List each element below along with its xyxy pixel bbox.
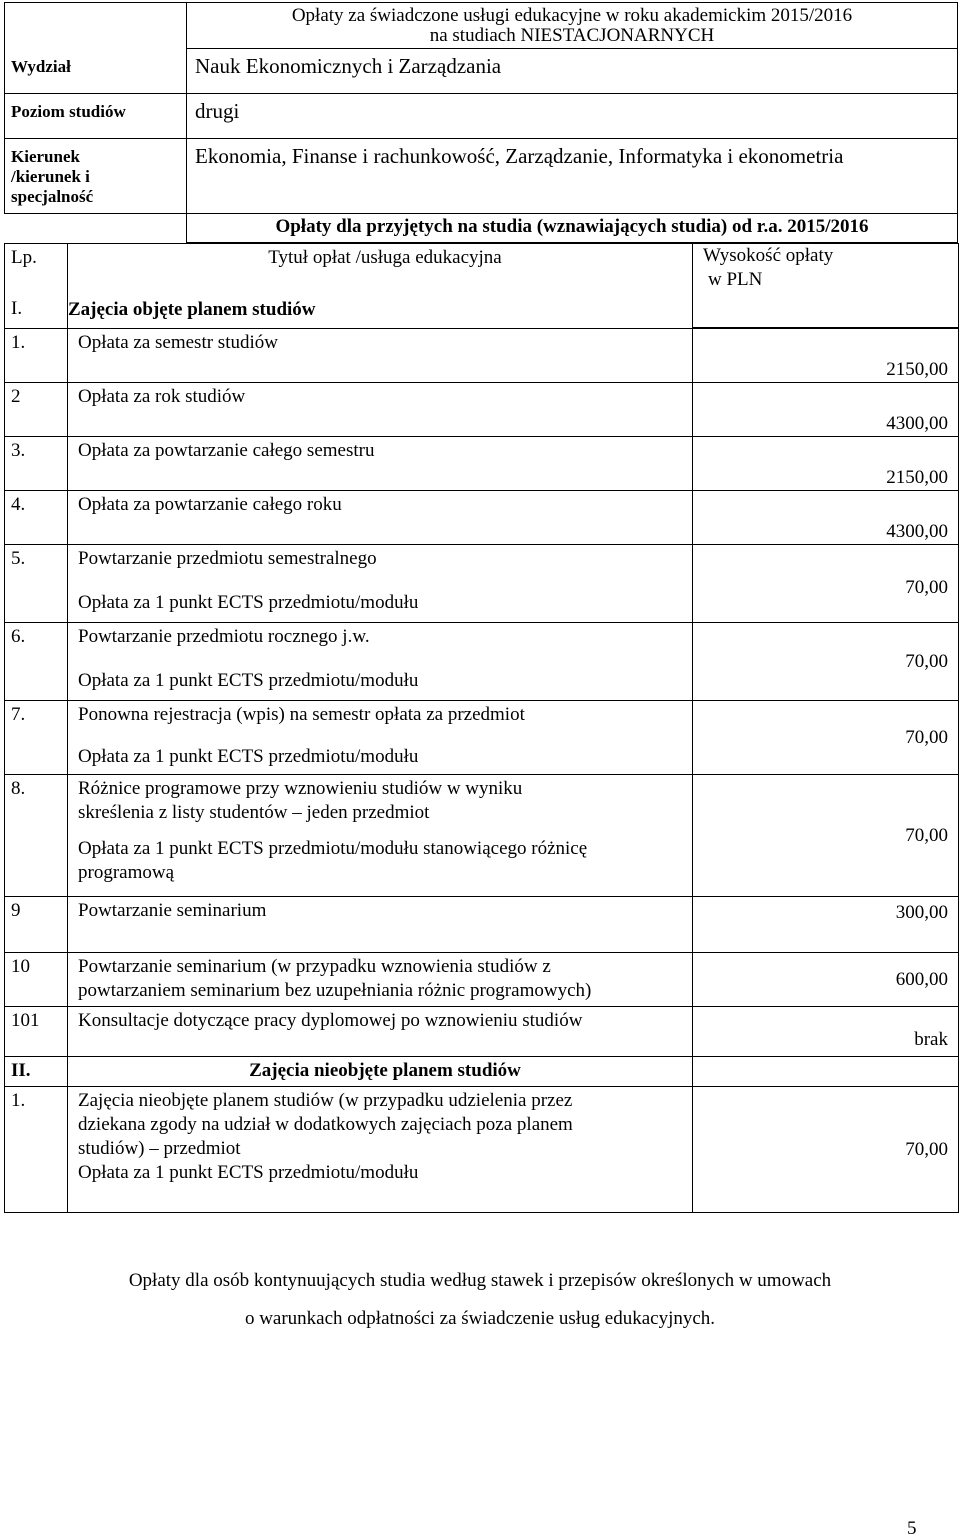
row-desc-line-2: skreślenia z listy studentów – jeden przedmiot <box>78 802 430 823</box>
row-desc: Opłata za powtarzanie całego roku <box>68 491 693 545</box>
section2-title: Zajęcia nieobjęte planem studiów <box>68 1057 693 1087</box>
column-header-row <box>5 244 959 328</box>
row-amount: 300,00 <box>693 897 959 953</box>
faculty-label: Wydział <box>5 49 187 94</box>
row-lp: 4. <box>5 491 68 545</box>
table-row <box>5 329 959 383</box>
row-lp: 1. <box>5 329 68 383</box>
fees-heading: Opłaty dla przyjętych na studia (wznawiających studia) od r.a. 2015/2016 <box>186 214 958 243</box>
row-desc-ects: Opłata za 1 punkt ECTS przedmiotu/modułu <box>78 670 419 691</box>
row-lp: 5. <box>5 545 68 623</box>
row-amount: 4300,00 <box>693 383 959 437</box>
table-row <box>5 545 959 623</box>
row-amount: 4300,00 <box>693 491 959 545</box>
footer-line-1: Opłaty dla osób kontynuujących studia według stawek i przepisów określonych w umowach <box>128 1270 832 1291</box>
footer-note <box>0 1262 960 1338</box>
row-desc-line-3: studiów) – przedmiot <box>78 1138 241 1159</box>
document-title <box>187 3 957 49</box>
row-lp: 6. <box>5 623 68 701</box>
row-lp: 2 <box>5 383 68 437</box>
level-label: Poziom studiów <box>5 94 187 139</box>
row-desc-main: Ponowna rejestracja (wpis) na semestr opłata za przedmiot <box>78 704 525 725</box>
table-row <box>5 1007 959 1057</box>
row-amount: 70,00 <box>693 1087 959 1213</box>
faculty-value: Nauk Ekonomicznych i Zarządzania <box>187 49 957 94</box>
row-desc-ects: Opłata za 1 punkt ECTS przedmiotu/modułu <box>78 746 419 767</box>
section2-number: II. <box>5 1057 68 1087</box>
row-desc-ects-line-2: programową <box>78 862 175 883</box>
fees-table <box>4 243 959 1213</box>
row-desc-line-1: Zajęcia nieobjęte planem studiów (w przypadku udzielenia przez <box>78 1090 573 1111</box>
col-amount-line-2: w PLN <box>708 269 763 290</box>
row-lp: 7. <box>5 701 68 775</box>
row-desc-line-4: Opłata za 1 punkt ECTS przedmiotu/modułu <box>78 1162 419 1183</box>
fee-document <box>4 2 958 1213</box>
field-label-line-2: /kierunek i <box>11 167 90 186</box>
row-desc <box>68 953 693 1007</box>
footer-line-2: o warunkach odpłatności za świadczenie usług edukacyjnych. <box>244 1308 716 1329</box>
section1-number-cell <box>5 297 68 329</box>
table-row <box>5 437 959 491</box>
row-desc <box>68 1087 693 1213</box>
row-lp: 101 <box>5 1007 68 1057</box>
header-corner <box>5 3 187 49</box>
row-amount: 2150,00 <box>693 329 959 383</box>
row-desc: Opłata za powtarzanie całego semestru <box>68 437 693 491</box>
row-desc-line-1: Powtarzanie seminarium (w przypadku wznowienia studiów z <box>78 956 551 977</box>
table-row <box>5 383 959 437</box>
header-block <box>4 2 958 214</box>
table-row <box>5 491 959 545</box>
section2-amount-empty <box>693 1057 959 1087</box>
row-desc <box>68 623 693 701</box>
row-lp: 3. <box>5 437 68 491</box>
row-lp: 1. <box>5 1087 68 1213</box>
row-amount: brak <box>693 1007 959 1057</box>
row-desc <box>68 545 693 623</box>
row-desc-line-2: dziekana zgody na udział w dodatkowych zajęciach poza planem <box>78 1114 573 1135</box>
row-desc-line-2: powtarzaniem seminarium bez uzupełniania różnic programowych) <box>78 980 592 1001</box>
title-line-1: Opłaty za świadczone usługi edukacyjne w roku akademickim 2015/2016 <box>291 5 853 26</box>
col-title-text: Tytuł opłat /usługa edukacyjna <box>268 247 502 268</box>
col-title <box>68 244 693 328</box>
row-amount: 2150,00 <box>693 437 959 491</box>
col-amount <box>693 244 959 328</box>
table-row <box>5 701 959 775</box>
row-desc <box>68 701 693 775</box>
row-desc: Opłata za semestr studiów <box>68 329 693 383</box>
row-lp: 9 <box>5 897 68 953</box>
level-value: drugi <box>187 94 957 139</box>
row-desc-main: Powtarzanie przedmiotu semestralnego <box>78 548 377 569</box>
row-amount: 70,00 <box>693 701 959 775</box>
row-amount: 70,00 <box>693 775 959 897</box>
row-desc-ects-line-1: Opłata za 1 punkt ECTS przedmiotu/modułu stanowiącego różnicę <box>78 838 588 859</box>
table-row <box>5 623 959 701</box>
col-lp: Lp. <box>5 244 68 328</box>
row-desc: Powtarzanie seminarium <box>68 897 693 953</box>
page-number: 5 <box>907 1518 917 1539</box>
title-line-2: na studiach NIESTACJONARNYCH <box>429 25 715 46</box>
row-desc-main: Powtarzanie przedmiotu rocznego j.w. <box>78 626 370 647</box>
field-label-line-3: specjalność <box>11 187 94 206</box>
row-amount: 600,00 <box>693 953 959 1007</box>
table-row <box>5 953 959 1007</box>
section1-title: Zajęcia objęte planem studiów <box>68 299 316 320</box>
table-row <box>5 775 959 897</box>
field-label-line-1: Kierunek <box>11 147 80 166</box>
row-amount: 70,00 <box>693 623 959 701</box>
section2-header-row <box>5 1057 959 1087</box>
row-desc-ects: Opłata za 1 punkt ECTS przedmiotu/modułu <box>78 592 419 613</box>
table-row <box>5 1087 959 1213</box>
row-lp: 8. <box>5 775 68 897</box>
field-value: Ekonomia, Finanse i rachunkowość, Zarządzanie, Informatyka i ekonometria <box>195 144 844 168</box>
row-desc: Konsultacje dotyczące pracy dyplomowej po wznowieniu studiów <box>68 1007 693 1057</box>
row-desc <box>68 775 693 897</box>
row-amount: 70,00 <box>693 545 959 623</box>
row-desc-line-1: Różnice programowe przy wznowieniu studiów w wyniku <box>78 778 523 799</box>
row-lp: 10 <box>5 953 68 1007</box>
field-label <box>5 139 187 213</box>
col-amount-line-1: Wysokość opłaty <box>703 245 834 266</box>
table-row <box>5 897 959 953</box>
row-desc: Opłata za rok studiów <box>68 383 693 437</box>
section1-number: I. <box>11 297 23 319</box>
